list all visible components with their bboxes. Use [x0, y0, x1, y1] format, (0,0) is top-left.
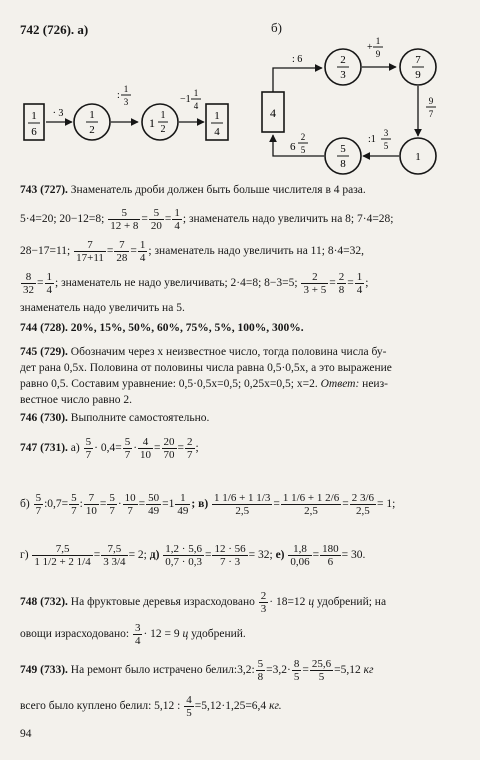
- svg-text:2: 2: [89, 124, 95, 136]
- p747-b: б) $\frac{5}{7}$ :0,7= $\frac{5}{7}$ : $\frac{7}{10}$ = $\frac{5}{7}$ · $\frac{10}{7}$ = $\frac{50}{49}$ =1 $\frac{1}{49}$ ; в) $\frac{1 1/6 + 1 1/3}{2,5}$ = $\frac{1 1/6 + 1 2/6}{2,5}$ = $\frac{2 3/6}{2,5}$ = 1;: [20, 491, 396, 517]
- svg-text:1: 1: [149, 116, 155, 130]
- svg-text:5: 5: [300, 145, 306, 155]
- svg-text:5: 5: [340, 143, 346, 155]
- p749-line1: 749 (733). На ремонт было истрачено белил:3,2: $\frac{5}{8}$ =3,2· $\frac{8}{5}$ = $\frac{25,6}{5}$ =5,12 кг: [20, 657, 374, 683]
- svg-text:2: 2: [340, 54, 346, 66]
- svg-text:9: 9: [428, 96, 434, 106]
- p749-line2: всего было куплено белил: 5,12 : $\frac{4}{5}$ =5,12·1,25=6,4 кг.: [20, 693, 282, 719]
- svg-text:1: 1: [123, 84, 129, 94]
- svg-text:5: 5: [383, 141, 389, 151]
- svg-text:3: 3: [383, 128, 389, 138]
- p743-line5: знаменатель надо увеличить на 5.: [20, 302, 185, 314]
- p743-line3: 28−17=11; $\frac{7}{17+11}$ = $\frac{7}{28}$ = $\frac{1}{4}$ ; знаменатель надо увеличить на 11; 8·4=32,: [20, 238, 365, 264]
- p744: 744 (728). 20%, 15%, 50%, 60%, 75%, 5%, 100%, 300%.: [20, 322, 304, 334]
- arrow1-label: · 3: [52, 108, 64, 119]
- svg-text:7: 7: [428, 109, 434, 119]
- p747-a: 747 (731). а) $\frac{5}{7}$ · 0,4= $\frac{5}{7}$ · $\frac{4}{10}$ = $\frac{20}{70}$ = $\frac{2}{7}$ ;: [20, 435, 199, 461]
- svg-text:1: 1: [375, 36, 381, 46]
- svg-text:4: 4: [193, 101, 199, 111]
- p747-g: г) $\frac{7,5}{1 1/2 + 2 1/4}$ = $\frac{7,5}{3 3/4}$ = 2; д) $\frac{1,2 \cdot 5,6}{0,7 \cdot 0,3}$ = $\frac{12 \cdot 56}{7 \cdot 3}$ = 32; е) $\frac{1,8}{0,06}$ = $\frac{180}{6}$ = 30.: [20, 542, 366, 568]
- svg-text:−1: −1: [180, 94, 191, 105]
- box1-den: 6: [31, 126, 37, 138]
- diagram-b: [250, 30, 450, 190]
- p748-line2: овощи израсходовано: $\frac{3}{4}$ · 12 = 9 ц удобрений.: [20, 621, 246, 647]
- svg-text:1: 1: [415, 151, 421, 163]
- svg-text::1: :1: [368, 134, 376, 145]
- diagram-a: [0, 60, 240, 170]
- svg-text:9: 9: [375, 49, 381, 59]
- p743-line4: $\frac{8}{32}$ = $\frac{1}{4}$ ; знаменатель не надо увеличивать; 2·4=8; 8−3=5; $\frac{2}{3 + 5}$ = $\frac{2}{8}$ = $\frac{1}{4}$ ;: [23, 270, 369, 296]
- svg-text:3: 3: [340, 69, 346, 81]
- svg-text:4: 4: [270, 106, 276, 120]
- svg-text::: :: [117, 90, 120, 101]
- svg-text:1: 1: [160, 110, 166, 121]
- svg-text:4: 4: [214, 126, 220, 138]
- svg-text:2: 2: [160, 124, 166, 135]
- problem-742-title: 742 (726). а): [20, 22, 89, 37]
- p748-line1: 748 (732). На фруктовые деревья израсходовано $\frac{2}{3}$ · 18=12 ц удобрений; на: [20, 589, 387, 615]
- svg-text:1: 1: [193, 88, 199, 98]
- box1-num: 1: [31, 110, 37, 122]
- p745: 745 (729). Обозначим через x неизвестное число, тогда половина числа бу- дет рана 0,5x. Половина от половины числа равна 0,5·0,5x, а это выражение равно 0,5. Составим уравнение: 0,5·0,5x=0,5; 0,25x=0,5; x=2. Ответ: неиз- вестное число равно 2.: [20, 346, 392, 406]
- part-b-label: б): [271, 20, 282, 35]
- svg-text:3: 3: [123, 97, 129, 107]
- svg-text:+: +: [367, 42, 373, 53]
- p743-line2: 5·4=20; 20−12=8; $\frac{5}{12 + 8}$ = $\frac{5}{20}$ = $\frac{1}{4}$ ; знаменатель надо увеличить на 8; 7·4=28;: [20, 206, 394, 232]
- svg-text:2: 2: [300, 132, 306, 142]
- page-number: 94: [20, 728, 32, 740]
- svg-text:9: 9: [415, 69, 421, 81]
- svg-text:7: 7: [415, 54, 421, 66]
- p743-line1: 743 (727). Знаменатель дроби должен быть больше числителя в 4 раза.: [20, 184, 366, 196]
- svg-text:8: 8: [340, 158, 346, 170]
- p746: 746 (730). Выполните самостоятельно.: [20, 412, 210, 424]
- svg-text:1: 1: [89, 109, 95, 121]
- svg-text:1: 1: [214, 110, 220, 122]
- svg-text:6: 6: [290, 141, 296, 153]
- svg-text:: 6: : 6: [292, 54, 303, 65]
